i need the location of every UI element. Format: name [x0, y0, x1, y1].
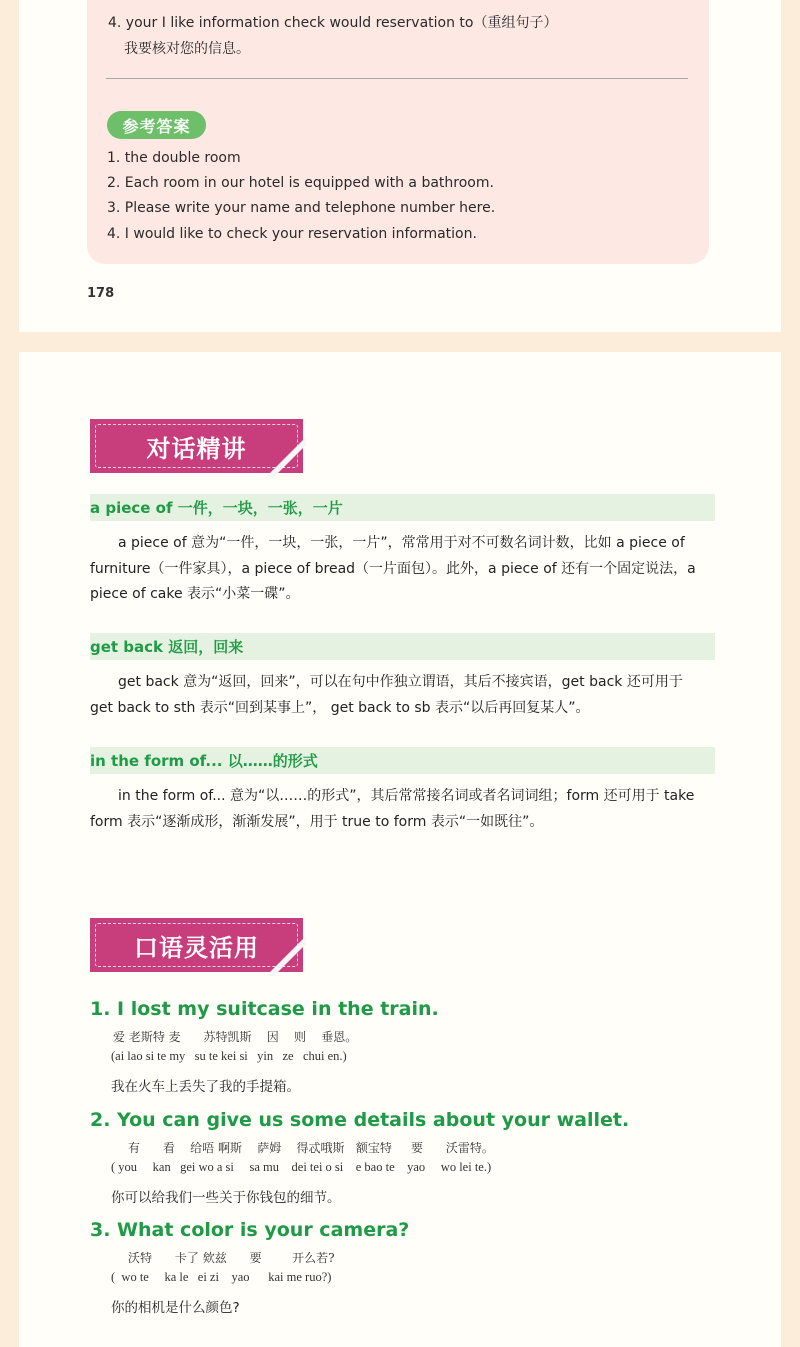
phrase-heading: get back 返回，回来: [90, 633, 715, 660]
divider: [106, 78, 688, 79]
phrase-heading: in the form of... 以……的形式: [90, 747, 715, 774]
explanation-line: furniture（一件家具），a piece of bread（一片面包）。此外，a piece of 还有一个固定说法，a: [90, 560, 696, 577]
pronunciation-hanzi: 有 看 给唔 啊斯 萨姆 得忒哦斯 额宝特 要 沃雷特。: [128, 1141, 494, 1155]
pronunciation-pinyin: (ai lao si te my su te kei si yin ze chui en.): [111, 1049, 347, 1063]
answer-badge: 参考答案: [107, 111, 206, 139]
explanation-line: get back to sth 表示“回到某事上”， get back to sb 表示“以后再回复某人”。: [90, 699, 590, 716]
phrase-explanation: [90, 531, 716, 608]
phrase-explanation: [90, 670, 716, 721]
explanation-line: a piece of 意为“一件，一块，一张，一片”，常常用于对不可数名词计数，比如 a piece of: [118, 535, 685, 551]
pronunciation-pinyin: ( you kan gei wo a si sa mu dei tei o si e bao te yao wo lei te.): [111, 1160, 492, 1174]
answer-line: 1. the double room: [107, 150, 241, 166]
explanation-line: get back 意为“返回，回来”，可以在句中作独立谓语，其后不接宾语，get back 还可用于: [118, 674, 683, 690]
exercise-hint: 我要核对您的信息。: [124, 41, 250, 57]
explanation-line: form 表示“逐渐成形，渐渐发展”，用于 true to form 表示“一如既往”。: [90, 813, 544, 830]
pronunciation-hanzi: 爱 老斯特 麦 苏特凯斯 因 则 垂恩。: [113, 1030, 358, 1044]
banner-title: 口语灵活用: [134, 933, 259, 962]
explanation-line: in the form of... 意为“以……的形式”，其后常常接名词或者名词词组；form 还可用于 take: [118, 788, 695, 804]
pronunciation-pinyin: ( wo te ka le ei zi yao kai me ruo?): [111, 1270, 332, 1284]
english-sentence: 3. What color is your camera?: [90, 1219, 410, 1241]
section-banner-dialogue: [90, 419, 306, 477]
answer-line: 3. Please write your name and telephone number here.: [107, 200, 496, 216]
chinese-translation: 你的相机是什么颜色?: [111, 1300, 240, 1316]
answer-line: 4. I would like to check your reservation information.: [107, 226, 477, 242]
chinese-translation: 你可以给我们一些关于你钱包的细节。: [111, 1190, 341, 1206]
chinese-translation: 我在火车上丢失了我的手提箱。: [111, 1079, 300, 1095]
banner-title: 对话精讲: [146, 434, 247, 463]
exercise-line: 4. your I like information check would reservation to（重组句子）: [108, 15, 558, 31]
answer-line: 2. Each room in our hotel is equipped with a bathroom.: [107, 175, 494, 191]
pronunciation-hanzi: 沃特 卡了 欸兹 要 开么若?: [128, 1251, 335, 1265]
phrase-explanation: [90, 784, 716, 835]
section-banner-oral: [90, 918, 306, 976]
page-number: 178: [87, 286, 115, 301]
phrase-heading: a piece of 一件，一块，一张，一片: [90, 494, 715, 521]
english-sentence: 2. You can give us some details about your wallet.: [90, 1109, 630, 1131]
explanation-line: piece of cake 表示“小菜一碟”。: [90, 586, 300, 602]
english-sentence: 1. I lost my suitcase in the train.: [90, 998, 439, 1020]
